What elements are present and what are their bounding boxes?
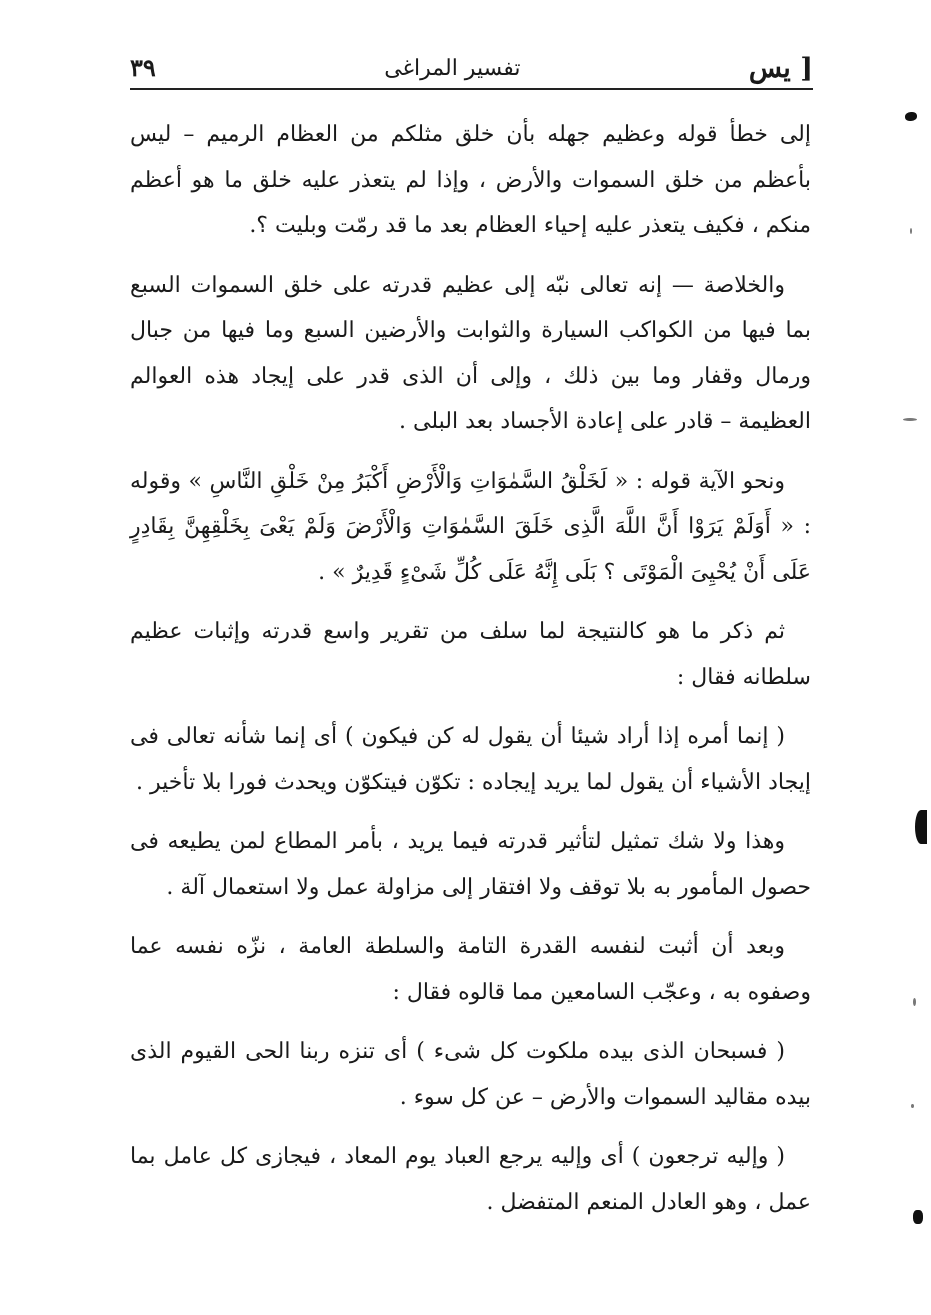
header-rule — [130, 88, 813, 90]
paragraph: ونحو الآية قوله : « لَخَلْقُ السَّمٰوَاتِ وَالْأَرْضِ أَكْبَرُ مِنْ خَلْقِ النَّاسِ » وقوله : « أَوَلَمْ يَرَوْا أَنَّ اللَّهَ الَّذِى خَلَقَ السَّمٰوَاتِ وَالْأَرْضَ وَلَمْ يَعْىَ بِخَلْقِهِنَّ بِقَادِرٍ عَلَى أَنْ يُحْيِىَ الْمَوْتَى ؟ بَلَى إِنَّهُ عَلَى كُلِّ شَىْءٍ قَدِيرٌ » . — [130, 468, 811, 585]
body-text — [130, 112, 811, 1239]
scan-speck — [903, 418, 917, 421]
scan-speck — [911, 1104, 914, 1108]
sura-name: [ يس — [748, 53, 813, 84]
paragraph: والخلاصة — إنه تعالى نبّه إلى عظيم قدرته على خلق السموات السبع بما فيها من الكواكب السيارة والثوابت والأرضين السبع وما فيها من جبال ورمال وقفار وما بين ذلك ، وإلى أن الذى قدر على إيجاد هذه العوالم العظيمة – قادر على إعادة الأجساد بعد البلى . — [130, 272, 811, 434]
paragraph: ( فسبحان الذى بيده ملكوت كل شىء ) أى تنزه ربنا الحى القيوم الذى بيده مقاليد السموات والأرض – عن كل سوء . — [130, 1039, 811, 1110]
scan-ink-mark — [905, 112, 917, 121]
scan-speck — [910, 228, 912, 234]
page-number: ٣٩ — [130, 53, 156, 82]
running-title: تفسير المراغى — [384, 56, 521, 81]
paragraph: ( وإليه ترجعون ) أى وإليه يرجع العباد يوم المعاد ، فيجازى كل عامل بما عمل ، وهو العادل المنعم المتفضل . — [130, 1144, 811, 1215]
paragraph: وبعد أن أثبت لنفسه القدرة التامة والسلطة العامة ، نزّه نفسه عما وصفوه به ، وعجّب السامعين مما قالوه فقال : — [130, 934, 811, 1005]
scan-ink-mark — [915, 810, 927, 844]
paragraph: ثم ذكر ما هو كالنتيجة لما سلف من تقرير واسع قدرته وإثبات عظيم سلطانه فقال : — [130, 619, 811, 690]
page-header — [130, 38, 813, 86]
scan-speck — [913, 998, 916, 1006]
scan-ink-mark — [913, 1210, 923, 1224]
paragraph: ( إنما أمره إذا أراد شيئا أن يقول له كن فيكون ) أى إنما شأنه تعالى فى إيجاد الأشياء أن يقول لما يريد إيجاده : تكوّن فيتكوّن ويحدث فورا بلا تأخير . — [130, 724, 811, 795]
paragraph: وهذا ولا شك تمثيل لتأثير قدرته فيما يريد ، بأمر المطاع لمن يطيعه فى حصول المأمور به بلا توقف ولا افتقار إلى مزاولة عمل ولا استعمال آلة . — [130, 829, 811, 900]
paragraph: إلى خطأ قوله وعظيم جهله بأن خلق مثلكم من العظام الرميم – ليس بأعظم من خلق السموات والأرض ، وإذا لم يتعذر عليه خلق ما هو أعظم منكم ، فكيف يتعذر عليه إحياء العظام بعد ما قد رمّت وبليت ؟. — [130, 122, 811, 238]
